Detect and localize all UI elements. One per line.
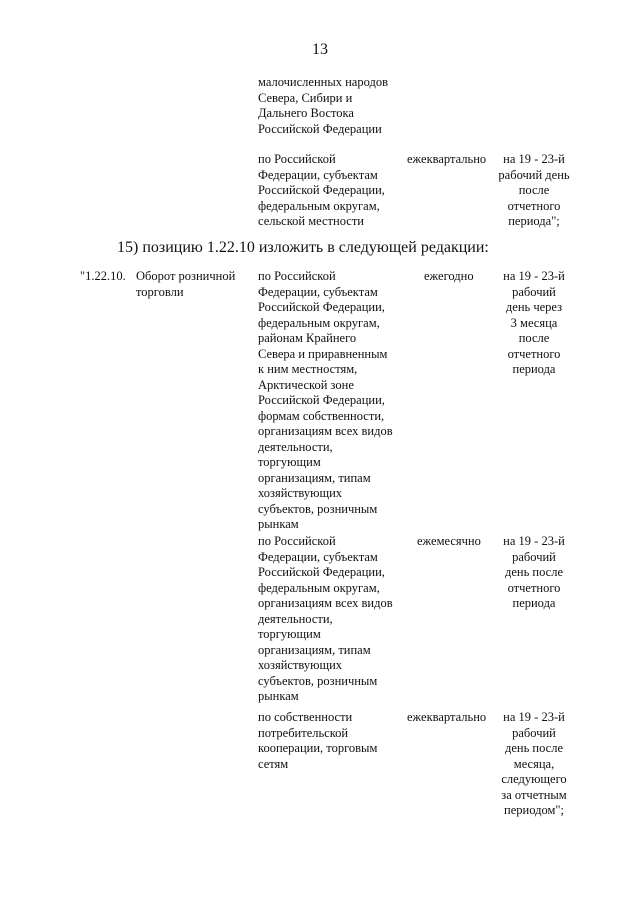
cell-periodicity: ежеквартально xyxy=(407,152,487,166)
cell-deadline: на 19 - 23-й рабочий день после отчетного периода"; xyxy=(498,152,570,228)
cell-description-cont: малочисленных народов Севера, Сибири и Дальнего Востока Российской Федерации xyxy=(258,75,388,136)
row-periodicity: ежегодно xyxy=(424,269,474,283)
item-code: "1.22.10. xyxy=(80,269,126,283)
row-description: по Российской Федерации, субъектам Российской Федерации, федеральным округам, районам Крайнего Севера и приравненным к ним местностям, Арктической зоне Российской Федерации, формам собственности, организациям всех видов деятельности, торгующим организациям, типам хозяйствующих субъектов, розничным рынкам xyxy=(258,269,393,531)
row-description: по собственности потребительской кооперации, торговым сетям xyxy=(258,710,378,771)
row-periodicity: ежеквартально xyxy=(407,710,487,724)
row-description: по Российской Федерации, субъектам Российской Федерации, федеральным округам, организациям всех видов деятельности, торгующим организациям, типам хозяйствующих субъектов, розничным рынкам xyxy=(258,534,393,703)
cell-description: по Российской Федерации, субъектам Российской Федерации, федеральным округам, сельской местности xyxy=(258,152,385,228)
amendment-instruction: 15) позицию 1.22.10 изложить в следующей редакции: xyxy=(117,239,489,256)
item-name: Оборот розничной торговли xyxy=(136,269,236,299)
row-deadline: на 19 - 23-й рабочий день после отчетного периода xyxy=(503,534,565,610)
page-number: 13 xyxy=(312,41,328,58)
row-periodicity: ежемесячно xyxy=(417,534,481,548)
row-deadline: на 19 - 23-й рабочий день после месяца, следующего за отчетным периодом"; xyxy=(501,710,567,817)
row-deadline: на 19 - 23-й рабочий день через 3 месяца после отчетного периода xyxy=(503,269,565,376)
